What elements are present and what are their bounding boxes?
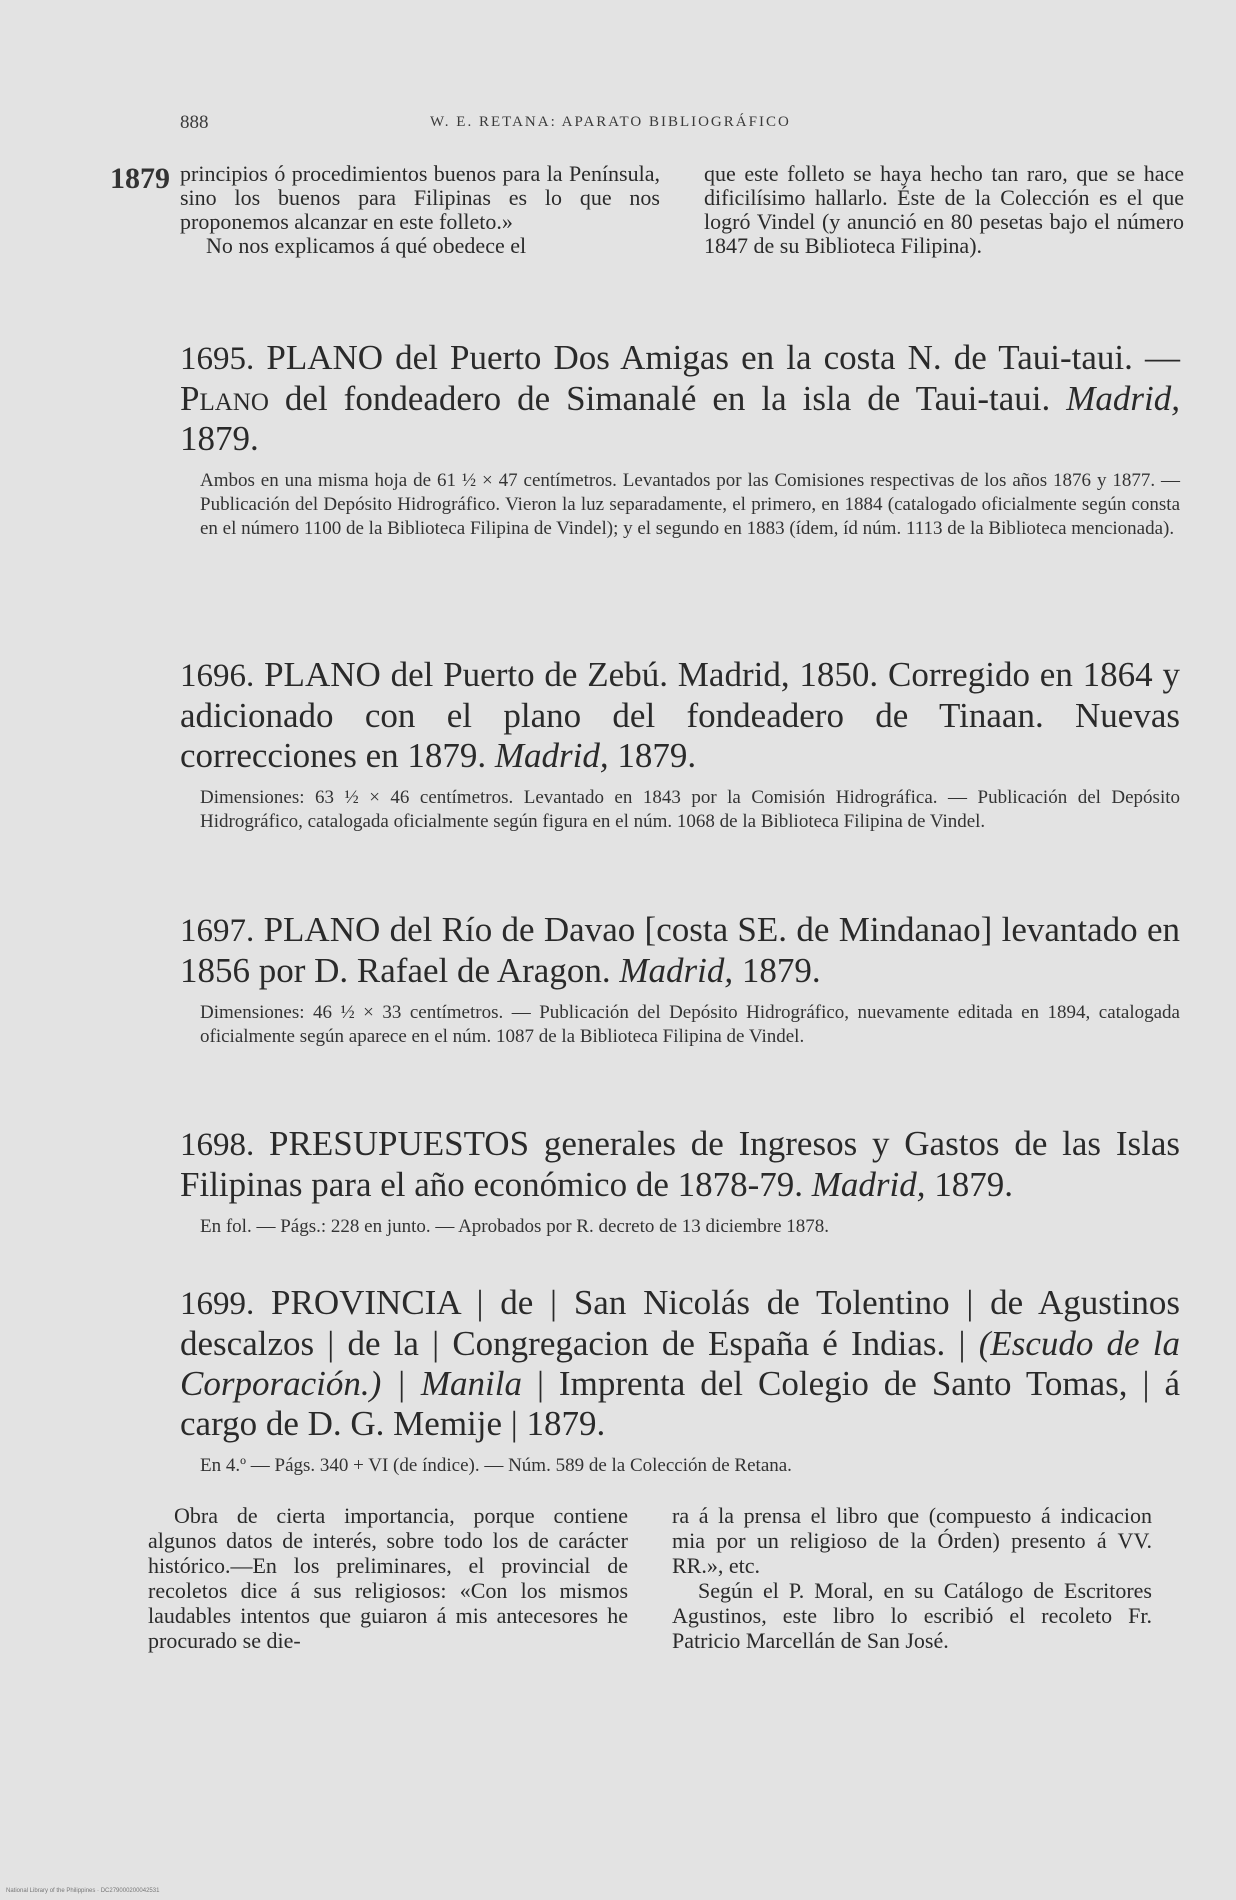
entry-note: Ambos en una misma hoja de 61 ½ × 47 centímetros. Levantados por las Comisiones respectivas de los años 1876 y 1877. — Publicación del Depósito Hidrográfico. Vieron la luz separadamente, el primero, en 1884 (catalogado oficialmente según consta en el número 1100 de la Biblioteca Filipina de Vindel); y el segundo en 1883 (ídem, íd núm. 1113 de la Biblioteca mencionada). xyxy=(200,470,1180,539)
margin-year: 1879 xyxy=(110,162,170,195)
entry-note: Dimensiones: 63 ½ × 46 centímetros. Levantado en 1843 por la Comisión Hidrográfica. — Publicación del Depósito Hidrográfico, catalogada oficialmente según figura en el núm. 1068 de la Biblioteca Filipina de Vindel. xyxy=(200,787,1180,832)
bottom-left-column xyxy=(148,1503,628,1653)
entry-title xyxy=(180,910,1180,991)
entry-title xyxy=(180,655,1180,776)
entry-1699 xyxy=(180,1283,1180,1478)
entry-title-part: PLANO del Puerto de Zebú. Madrid, 1850. Corregido en 1864 y adicionado con el plano del fondeadero de Tinaan. Nuevas correcciones en 1879. xyxy=(180,655,1180,775)
entry-title-italic: Madrid, xyxy=(494,736,609,775)
bottom-right-para-1: ra á la prensa el libro que (compuesto á indicacion mia por un religioso de la Órden) presento á VV. RR.», etc. xyxy=(672,1503,1152,1578)
top-right-column xyxy=(704,162,1184,258)
entry-title-part: 1879. xyxy=(733,951,821,990)
entry-title-italic: (Escudo de la Corporación.) | Manila xyxy=(180,1324,1181,1403)
entry-title-italic: Madrid, xyxy=(811,1165,926,1204)
running-head: W. E. RETANA: APARATO BIBLIOGRÁFICO xyxy=(430,114,791,130)
entry-title-part: 1879. xyxy=(925,1165,1014,1204)
top-columns xyxy=(180,162,1190,258)
entry-number: 1697. xyxy=(180,913,255,949)
entry-number: 1699. xyxy=(180,1286,255,1322)
entry-note: En fol. — Págs.: 228 en junto. — Aprobados por R. decreto de 13 diciembre 1878. xyxy=(200,1216,830,1237)
entry-note: En 4.º — Págs. 340 + VI (de índice). — Núm. 589 de la Colección de Retana. xyxy=(200,1455,792,1476)
bottom-right-column xyxy=(672,1503,1152,1653)
entry-title xyxy=(180,1124,1180,1205)
entry-title-smallcaps: Plano xyxy=(180,379,269,418)
top-left-para-1: principios ó procedimientos buenos para la Península, sino los buenos para Filipinas es lo que nos proponemos alcanzar en este folleto.» xyxy=(180,161,660,234)
entry-number: 1698. xyxy=(180,1127,255,1163)
entry-number: 1696. xyxy=(180,658,255,694)
top-left-para-2: No nos explicamos á qué obedece el xyxy=(206,233,527,258)
entry-1695 xyxy=(180,338,1180,541)
entry-title-part: 1879. xyxy=(180,419,259,458)
page-number: 888 xyxy=(180,112,209,133)
entry-title-part: PRESUPUESTOS generales de Ingresos y Gastos de las Islas Filipinas para el año económico de 1878-79. xyxy=(180,1124,1180,1204)
bottom-left-para: Obra de cierta importancia, porque contiene algunos datos de interés, sobre todo los de carácter histórico.—En los preliminares, el provincial de recoletos dice á sus religiosos: «Con los mismos laudables intentos que guiaron á mis antecesores he procurado se die- xyxy=(148,1503,628,1653)
entry-title-italic: Madrid, xyxy=(619,951,734,990)
entry-title-part: | Imprenta del Colegio de Santo Tomas, | á cargo de D. G. Memije | 1879. xyxy=(180,1364,1180,1443)
entry-title-part: 1879. xyxy=(608,736,697,775)
entry-title-part: PROVINCIA | de | San Nicolás de Tolentino | de Agustinos descalzos | de la | Congregacion de España é Indias. | xyxy=(180,1283,1180,1363)
entry-title-part: PLANO del Río de Davao [costa SE. de Mindanao] levantado en 1856 por D. Rafael de Aragon. xyxy=(180,910,1180,990)
entry-title xyxy=(180,1283,1180,1444)
entry-title-italic: Madrid, xyxy=(1066,379,1180,418)
bottom-right-para-2: Según el P. Moral, en su Catálogo de Escritores Agustinos, este libro lo escribió el recoleto Fr. Patricio Marcellán de San José. xyxy=(672,1578,1152,1653)
bottom-columns xyxy=(148,1503,1158,1653)
entry-title xyxy=(180,338,1180,459)
entry-1697 xyxy=(180,910,1180,1049)
footer-stamp: National Library of the Philippines · DC279000200042531 xyxy=(6,1888,160,1894)
entry-number: 1695. xyxy=(180,341,255,377)
entry-1698 xyxy=(180,1124,1180,1239)
entry-1696 xyxy=(180,655,1180,834)
entry-title-part: PLANO del Puerto Dos Amigas en la costa N. de Taui-taui. — xyxy=(266,338,1181,377)
entry-title-part: del fondeadero de Simanalé en la isla de Taui-taui. xyxy=(268,379,1067,418)
entry-note: Dimensiones: 46 ½ × 33 centímetros. — Publicación del Depósito Hidrográfico, nuevamente editada en 1894, catalogada oficialmente según aparece en el núm. 1087 de la Biblioteca Filipina de Vindel. xyxy=(200,1002,1180,1047)
top-left-column xyxy=(180,162,660,258)
top-right-para-1: que este folleto se haya hecho tan raro, que se hace dificilísimo hallarlo. Éste de la Colección es el que logró Vindel (y anunció en 80 pesetas bajo el número 1847 de su Biblioteca Filipina). xyxy=(704,161,1184,258)
